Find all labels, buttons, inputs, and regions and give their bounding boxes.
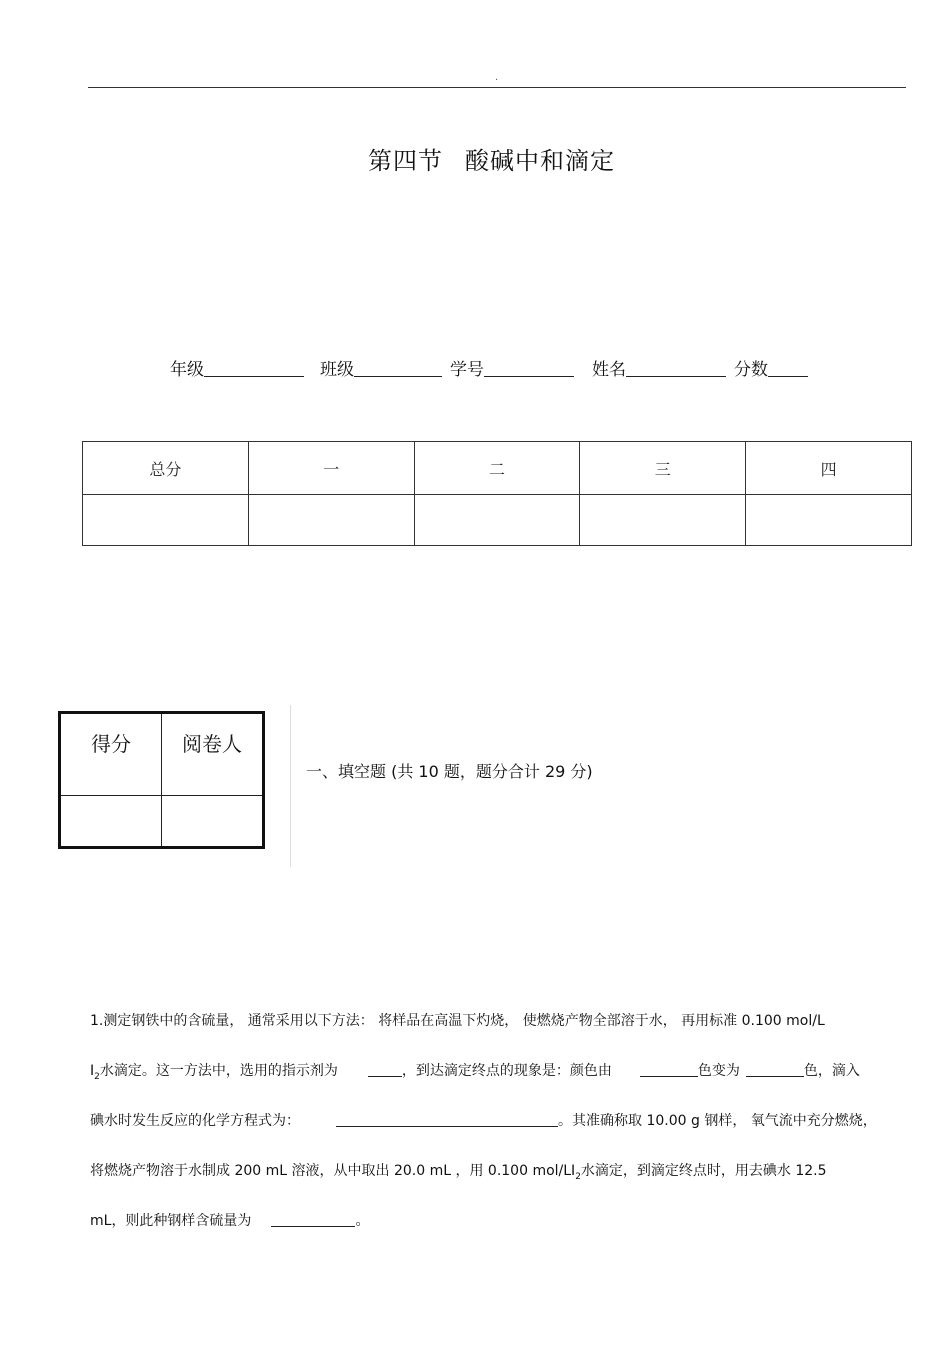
q1-drop-text: 色，滴入 [803, 1063, 860, 1079]
score-cell-2[interactable] [414, 495, 580, 546]
grade-label: 年级 [170, 360, 204, 380]
score-header-1: 一 [248, 442, 414, 495]
student-id-label: 学号 [450, 360, 484, 380]
q1-titration-text: 水滴定，到滴定终点时，用去碘水 12.5 [580, 1163, 827, 1179]
q1-color-to-text: 色变为 [697, 1063, 740, 1079]
class-blank[interactable] [354, 358, 442, 377]
student-info-line [170, 355, 808, 380]
score-blank[interactable] [768, 358, 808, 377]
section-divider [290, 705, 291, 867]
grade-box-reviewer-cell[interactable] [162, 796, 264, 848]
score-label: 分数 [734, 360, 768, 380]
page-title [0, 141, 950, 176]
equation-blank[interactable] [336, 1111, 558, 1127]
indicator-blank[interactable] [368, 1061, 402, 1077]
question1-line5 [90, 1210, 369, 1230]
q1-endpoint-text: ，到达滴定终点的现象是：颜色由 [401, 1063, 612, 1079]
grade-box-reviewer-label: 阅卷人 [162, 713, 264, 796]
score-header-3: 三 [580, 442, 746, 495]
score-header-2: 二 [414, 442, 580, 495]
grade-box [58, 711, 265, 849]
score-cell-3[interactable] [580, 495, 746, 546]
grade-blank[interactable] [204, 358, 304, 377]
q1-equation-text: 碘水时发生反应的化学方程式为： [90, 1113, 300, 1129]
sulfur-content-blank[interactable] [271, 1211, 355, 1227]
color-to-blank[interactable] [746, 1061, 804, 1077]
class-label: 班级 [320, 360, 354, 380]
grade-box-score-cell[interactable] [60, 796, 162, 848]
grade-box-score-label: 得分 [60, 713, 162, 796]
header-rule [88, 87, 906, 88]
score-cell-total[interactable] [83, 495, 249, 546]
score-cell-1[interactable] [248, 495, 414, 546]
score-summary-table [82, 441, 912, 546]
question1-line2 [90, 1060, 860, 1082]
q1-sulfur-text: mL，则此种钢样含硫量为 [90, 1213, 252, 1229]
section-heading: 一、填空题 (共 10 题，题分合计 29 分) [306, 762, 593, 781]
question1-line3 [90, 1110, 877, 1130]
q1-indicator-text: 水滴定。这一方法中，选用的指示剂为 [99, 1063, 338, 1079]
question1-line4 [90, 1160, 827, 1182]
score-header-total: 总分 [83, 442, 249, 495]
score-header-4: 四 [746, 442, 912, 495]
name-label: 姓名 [592, 360, 626, 380]
color-from-blank[interactable] [640, 1061, 698, 1077]
title-part1: 第四节 [368, 147, 443, 175]
iodine-subscript-2: 2 [575, 1171, 581, 1182]
header-mark: . [495, 72, 499, 83]
q1-sample-text: 。其准确称取 10.00 g 钢样， 氧气流中充分燃烧， [558, 1113, 877, 1129]
iodine-symbol: I [90, 1063, 95, 1079]
student-id-blank[interactable] [484, 358, 574, 377]
q1-end-period: 。 [355, 1213, 370, 1229]
q1-solution-text: 将燃烧产物溶于水制成 200 mL 溶液，从中取出 20.0 mL ，用 0.100 mol/LI [90, 1163, 576, 1179]
name-blank[interactable] [626, 358, 726, 377]
question1-line1: 1.测定钢铁中的含硫量， 通常采用以下方法： 将样品在高温下灼烧， 使燃烧产物全部溶于水， 再用标准 0.100 mol/L [90, 1013, 825, 1029]
iodine-subscript: 2 [94, 1071, 100, 1082]
title-part2: 酸碱中和滴定 [465, 147, 615, 175]
score-cell-4[interactable] [746, 495, 912, 546]
